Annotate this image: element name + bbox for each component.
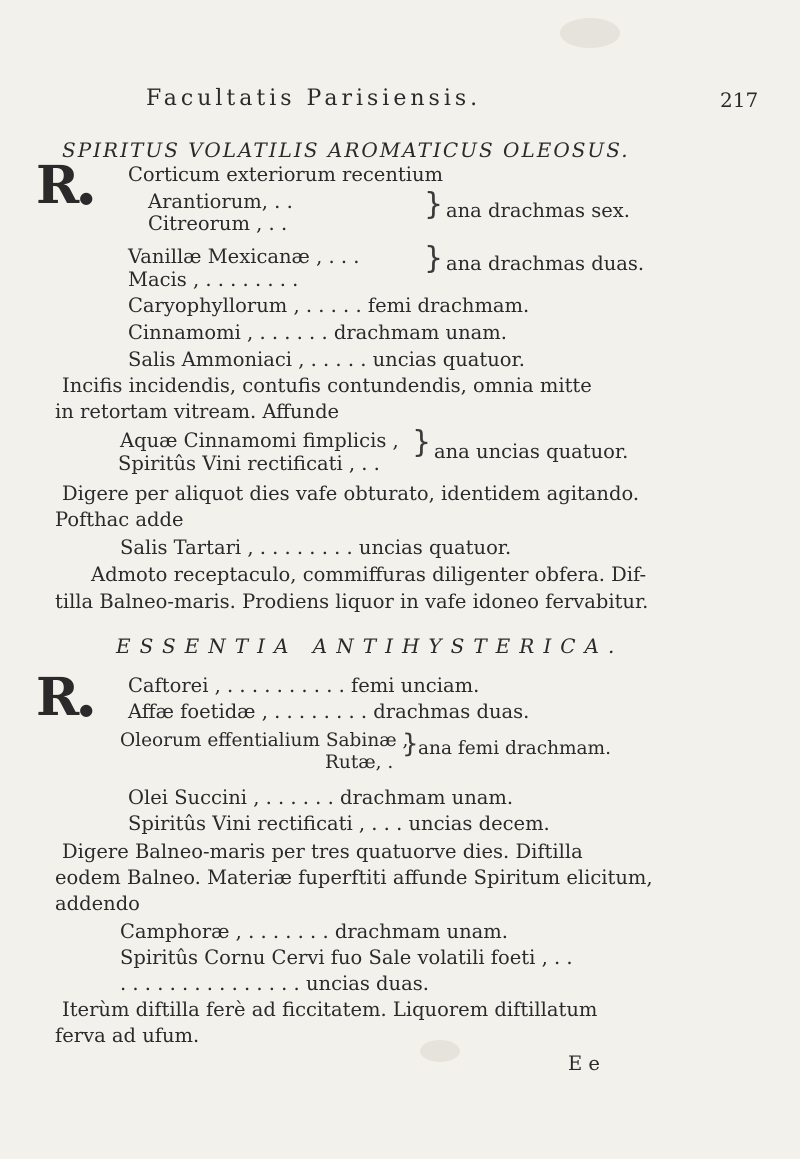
running-title: Facultatis Parisiensis. [146,86,482,111]
text-line: Spiritûs Vini rectificati , . . . uncias decem. [128,812,550,835]
recipe-symbol [36,155,94,216]
text-line: Spiritûs Vini rectificati , . . [118,452,380,475]
section-title: SPIRITUS VOLATILIS AROMATICUS OLEOSUS. [62,138,630,162]
text-line: in retortam vitream. Affunde [55,400,340,423]
text-line: Salis Ammoniaci , . . . . . uncias quatuor. [128,348,525,371]
text-line: Corticum exteriorum recentium [128,163,444,186]
rx-dot: ● [79,188,94,207]
rx-letter: R [36,155,80,216]
text-line: Salis Tartari , . . . . . . . . uncias quatuor. [120,536,512,559]
page-number: 217 [720,88,759,112]
paper-stain [560,18,620,48]
text-line: Vanillæ Mexicanæ , . . . [128,245,360,268]
text-line: Citreorum , . . [148,212,288,235]
text-line: Aquæ Cinnamomi fimplicis , [120,429,399,452]
text-line: ferva ad ufum. [55,1024,200,1047]
text-line: tilla Balneo-maris. Prodiens liquor in vafe idoneo fervabitur. [55,590,649,613]
text-line: ana femi drachmam. [418,738,611,759]
rx-letter: R [36,667,80,728]
brace: } [424,241,444,276]
recipe-symbol [36,667,94,728]
brace: } [402,729,419,759]
text-line: Caryophyllorum , . . . . . femi drachmam. [128,294,530,317]
text-line: Pofthac adde [55,508,184,531]
text-line: Olei Succini , . . . . . . drachmam unam. [128,786,514,809]
text-line: eodem Balneo. Materiæ fuperftiti affunde Spiritum elicitum, [55,866,653,889]
text-line: Spiritûs Cornu Cervi fuo Sale volatili foeti , . . [120,946,573,969]
text-line: Cinnamomi , . . . . . . drachmam unam. [128,321,507,344]
text-line: Rutæ, . [325,752,394,773]
text-line: Arantiorum, . . [148,190,293,213]
catchword: E e [568,1052,600,1075]
text-line: addendo [55,892,140,915]
text-line: Camphoræ , . . . . . . . drachmam unam. [120,920,508,943]
rx-dot: ● [79,700,94,719]
text-line: Affæ foetidæ , . . . . . . . . drachmas duas. [128,700,530,723]
text-line: Incifis incidendis, contufis contundendis, omnia mitte [62,374,592,397]
text-line: . . . . . . . . . . . . . . . uncias duas. [120,972,429,995]
text-line: Digere Balneo-maris per tres quatuorve dies. Diftilla [62,840,583,863]
text-line: Iterùm diftilla ferè ad ficcitatem. Liquorem diftillatum [62,998,598,1021]
text-line: Admoto receptaculo, commiffuras diligenter obfera. Dif- [91,563,647,586]
text-line: Macis , . . . . . . . . [128,268,299,291]
brace: } [424,187,444,222]
text-line: Digere per aliquot dies vafe obturato, identidem agitando. [62,482,640,505]
paper-stain [420,1040,460,1062]
text-line: Caftorei , . . . . . . . . . . femi unciam. [128,674,480,697]
text-line: ana uncias quatuor. [434,440,629,463]
section-title: ESSENTIA ANTIHYSTERICA. [116,634,624,658]
text-line: Oleorum effentialium Sabinæ , [120,730,409,751]
text-line: ana drachmas sex. [446,199,630,222]
brace: } [412,425,432,460]
text-line: ana drachmas duas. [446,252,645,275]
